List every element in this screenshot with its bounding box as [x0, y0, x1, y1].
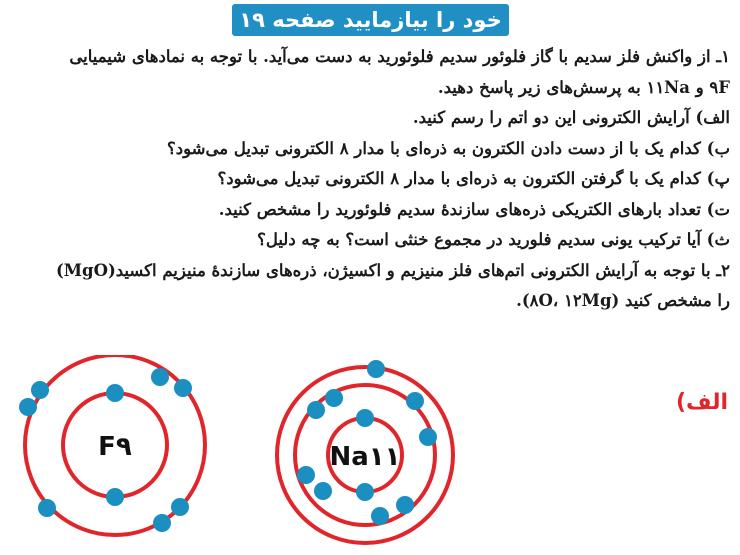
- electron: [297, 466, 315, 484]
- question-1-part-se: ث) آیا ترکیب یونی سدیم فلورید در مجموع خنثی است؟ به چه دلیل؟: [257, 230, 730, 249]
- electron: [325, 389, 343, 407]
- electron: [419, 428, 437, 446]
- electron: [367, 360, 385, 378]
- electron: [406, 392, 424, 410]
- question-2-line-1: ۲ـ با توجه به آرایش الکترونی اتم‌های فلز منیزیم و اکسیژن، ذره‌های سازندهٔ منیزیم اکسید(MgO): [55, 260, 730, 280]
- sodium-atom: [277, 360, 453, 543]
- question-text: [8, 42, 730, 317]
- electron: [356, 483, 374, 501]
- electron: [174, 379, 192, 397]
- electron: [356, 409, 374, 427]
- question-1-line-1: ۱ـ از واکنش فلز سدیم با گاز فلوئور سدیم فلوئورید به دست می‌آید. با توجه به نمادهای شیمیایی: [69, 47, 730, 66]
- question-1-line-2: ۹F و ۱۱Na به پرسش‌های زیر پاسخ دهید.: [437, 77, 730, 97]
- electron: [106, 384, 124, 402]
- fluorine-atom: [19, 355, 205, 535]
- electron: [307, 401, 325, 419]
- electron: [151, 368, 169, 386]
- question-1-part-pe: پ) کدام یک با گرفتن الکترون به ذره‌ای با مدار ۸ الکترونی تبدیل می‌شود؟: [217, 169, 730, 188]
- answer-label-alef: الف): [675, 390, 728, 415]
- electron: [38, 499, 56, 517]
- section-title: خود را بیازمایید صفحه ۱۹: [232, 4, 509, 36]
- electron: [106, 488, 124, 506]
- fluorine-label: F۹: [98, 432, 132, 462]
- electron: [171, 498, 189, 516]
- question-2-line-2: را مشخص کنید (۸O، ۱۲Mg).: [516, 291, 730, 310]
- electron: [314, 482, 332, 500]
- electron: [19, 398, 37, 416]
- question-1-part-be: ب) کدام یک با از دست دادن الکترون به ذره‌ای با مدار ۸ الکترونی تبدیل می‌شود؟: [167, 138, 730, 158]
- atom-diagrams: [0, 355, 740, 555]
- electron: [153, 514, 171, 532]
- electron: [396, 496, 414, 514]
- electron: [371, 507, 389, 525]
- sodium-label: Na۱۱: [329, 442, 401, 472]
- electron: [31, 381, 49, 399]
- question-1-part-te: ت) تعداد بارهای الکتریکی ذره‌های سازندهٔ سدیم فلوئورید را مشخص کنید.: [218, 199, 730, 219]
- question-1-part-alef: الف) آرایش الکترونی این دو اتم را رسم کنید.: [412, 108, 730, 127]
